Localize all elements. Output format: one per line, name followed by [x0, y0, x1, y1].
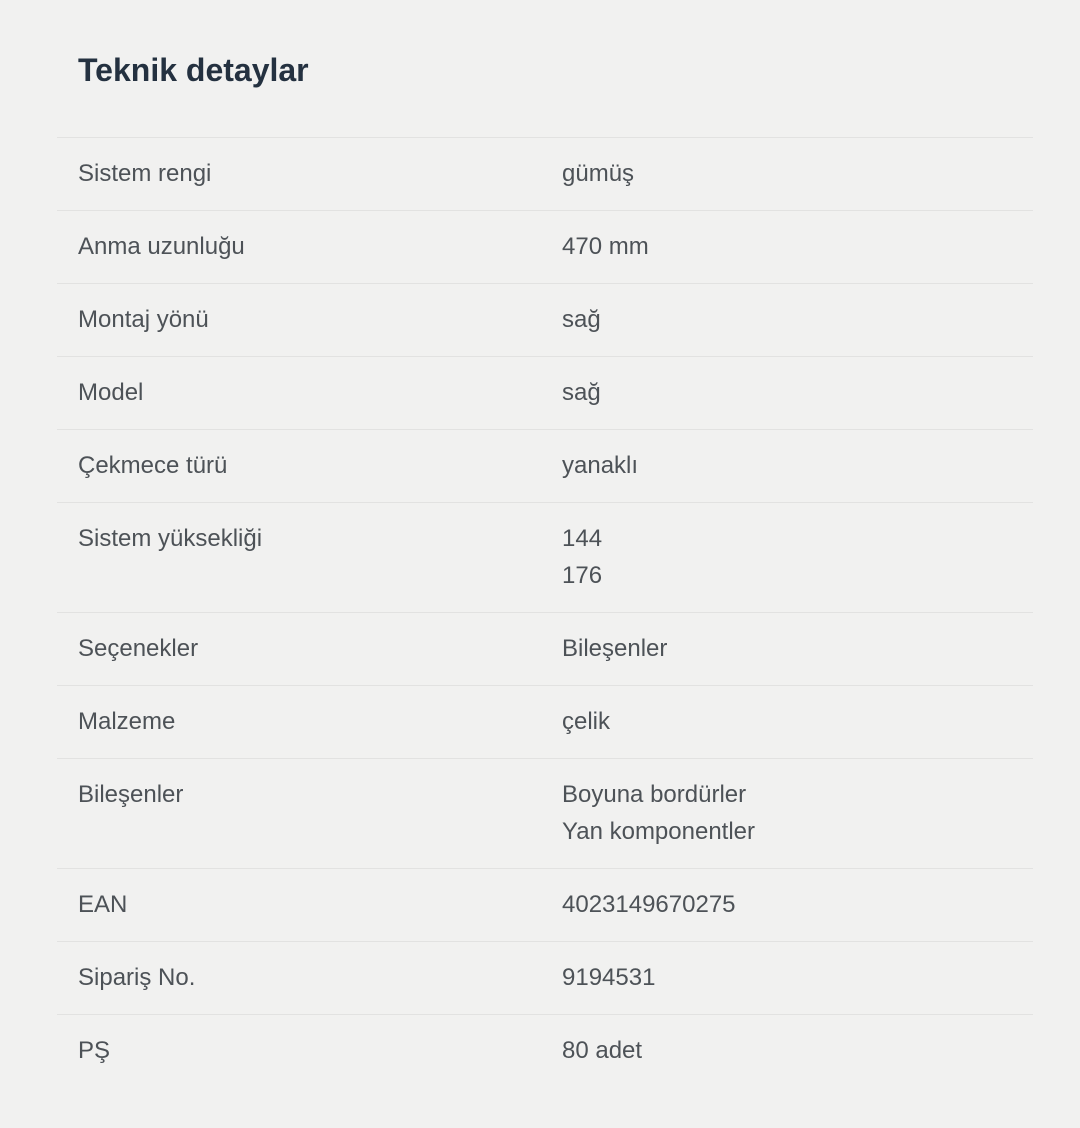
row-value-group: [562, 886, 1033, 923]
row-value-group: [562, 703, 1033, 740]
row-label: Bileşenler: [78, 781, 184, 808]
product-detail-page: [0, 48, 1080, 1087]
row-value-group: [562, 447, 1033, 484]
section-title: Teknik detaylar: [78, 52, 309, 88]
row-value-group: [562, 959, 1033, 996]
row-value-group: [562, 228, 1033, 265]
row-label: Montaj yönü: [78, 306, 209, 333]
row-label: Model: [78, 379, 144, 406]
table-row: [57, 429, 1033, 502]
table-row: [57, 868, 1033, 941]
row-label: Çekmece türü: [78, 452, 228, 479]
row-label: PŞ: [78, 1037, 111, 1064]
row-value: 4023149670275: [562, 891, 736, 918]
row-value: 144: [562, 525, 603, 552]
row-value: 9194531: [562, 964, 656, 991]
row-value: Yan komponentler: [562, 818, 756, 845]
row-label: Sipariş No.: [78, 964, 196, 991]
row-label: Sistem rengi: [78, 160, 212, 187]
row-label: Malzeme: [78, 708, 176, 735]
row-value-group: [562, 374, 1033, 411]
row-label: Anma uzunluğu: [78, 233, 245, 260]
row-value: gümüş: [562, 160, 635, 187]
row-value: sağ: [562, 379, 601, 406]
row-value: yanaklı: [562, 452, 639, 479]
row-value: Bileşenler: [562, 635, 668, 662]
technical-details-panel: [57, 48, 1033, 1087]
row-value: 470 mm: [562, 233, 649, 260]
row-value-group: [562, 776, 1033, 850]
table-row: [57, 356, 1033, 429]
table-row: [57, 685, 1033, 758]
table-row: [57, 941, 1033, 1014]
row-value: 176: [562, 562, 603, 589]
row-value-group: [562, 155, 1033, 192]
table-row: [57, 210, 1033, 283]
row-value: 80 adet: [562, 1037, 643, 1064]
table-row: [57, 502, 1033, 612]
row-value: sağ: [562, 306, 601, 333]
row-value: Boyuna bordürler: [562, 781, 747, 808]
row-value-group: [562, 520, 1033, 594]
table-row: [57, 758, 1033, 868]
row-label: EAN: [78, 891, 128, 918]
table-row: [57, 612, 1033, 685]
row-label: Seçenekler: [78, 635, 199, 662]
row-value-group: [562, 301, 1033, 338]
technical-details-table: [57, 137, 1033, 1087]
table-row: [57, 137, 1033, 210]
row-value-group: [562, 1032, 1033, 1069]
table-row: [57, 283, 1033, 356]
row-label: Sistem yüksekliği: [78, 525, 263, 552]
row-value-group: [562, 630, 1033, 667]
table-row: [57, 1014, 1033, 1087]
row-value: çelik: [562, 708, 611, 735]
